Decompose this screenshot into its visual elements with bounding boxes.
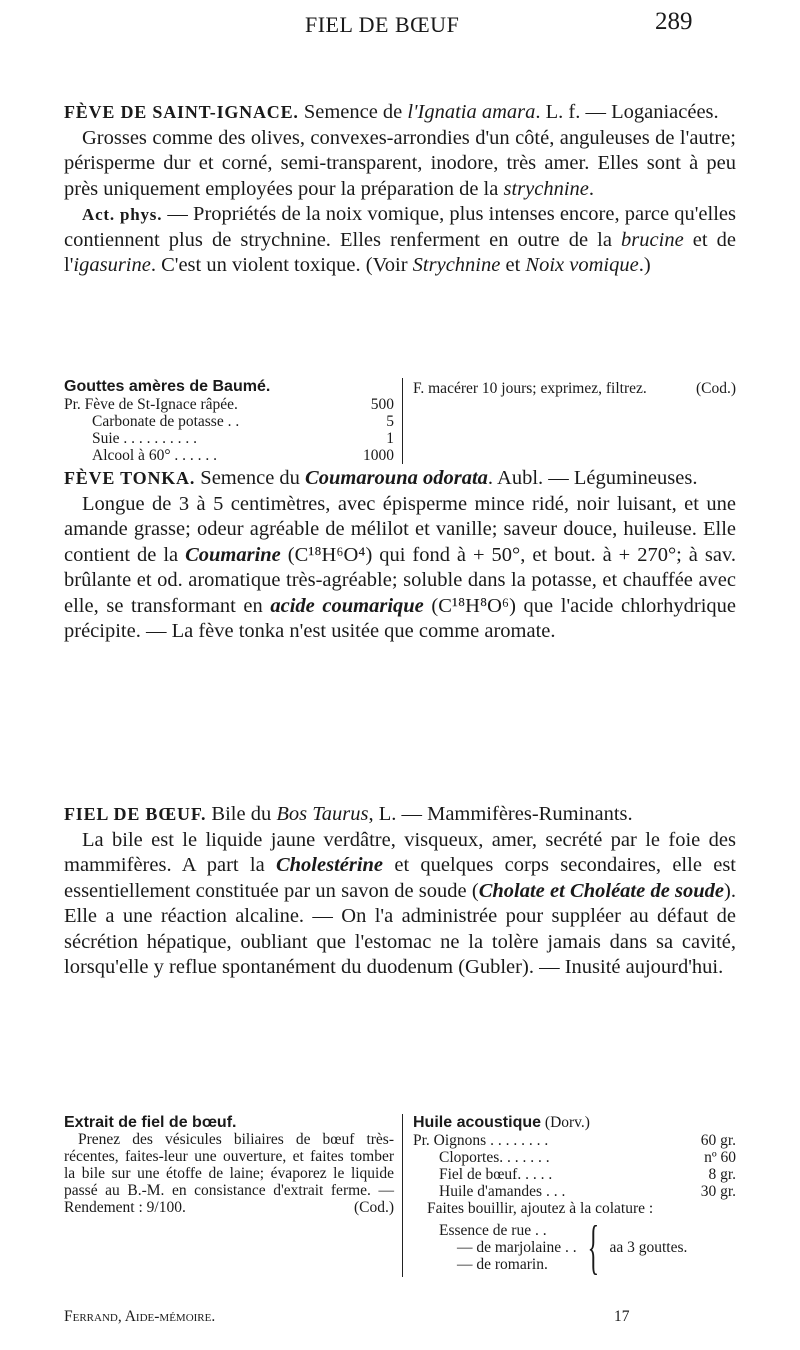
running-title: FIEL DE BŒUF xyxy=(305,12,460,37)
latin-name: Coumarouna odorata xyxy=(305,467,488,489)
text: . xyxy=(588,177,594,200)
entry-title: FÈVE DE SAINT-IGNACE. xyxy=(64,102,299,122)
brace-symbol: { xyxy=(587,1214,599,1280)
description: Grosses comme des olives, convexes-arrondies d'un côté, anguleuses de l'autre; périsperme dur et corné, semi-transparent, inodore, très amer. Elles sont à peu près uniquement employées pour la préparation de la xyxy=(64,126,736,200)
page-footer xyxy=(64,1308,736,1328)
text: ). Elle a une réaction alcaline. — On l'a administrée pour suppléer au défaut de sécrétion hépatique, oubliant que l'estomac ne la tolère jamais dans sa cavité, lorsqu'elle y reflue spontanément du duodenum (Gubler). — Inusité aujourd'hui. xyxy=(64,879,736,978)
footer-book-title: Ferrand, Aide-mémoire. xyxy=(64,1308,216,1325)
ingredient-label: Fiel de bœuf. . . . . xyxy=(439,1166,553,1183)
essences-list xyxy=(439,1222,577,1273)
entry-feve-saint-ignace xyxy=(64,100,736,279)
text: . Aubl. — Légumineuses. xyxy=(487,467,698,489)
source-ref: (Dorv.) xyxy=(541,1114,590,1131)
boil-instruction: Faites bouillir, ajoutez à la colature : xyxy=(427,1200,654,1217)
essences-block xyxy=(413,1214,736,1280)
text: Semence de xyxy=(298,101,408,123)
term: acide coumarique xyxy=(270,594,424,617)
recipe-extrait xyxy=(64,1114,394,1277)
recipe-huile xyxy=(402,1114,736,1280)
text: Bile du xyxy=(206,803,277,825)
recipe-instructions xyxy=(402,378,736,464)
recipe-title: Huile acoustique xyxy=(413,1114,542,1131)
footer-signature: 17 xyxy=(614,1308,630,1325)
page-number: 289 xyxy=(655,8,693,35)
recipe-gouttes-ameres xyxy=(64,378,736,464)
description: Longue de 3 à 5 centimètres, avec épisperme mince ridé, noir luisant, et une amande grasse; odeur agréable de mélilot et vanille; saveur douce, huileuse. Elle contient de la xyxy=(64,492,736,566)
ingredient-label: Carbonate de potasse . . xyxy=(92,413,240,430)
ingredient-row xyxy=(413,1149,736,1166)
ingredient-row xyxy=(413,1132,736,1149)
ingredient-label: Pr. Oignons . . . . . . . . xyxy=(413,1132,549,1149)
text: (C¹⁸H⁶O⁴) qui fond à + 50°, et bout. à + 270°; à sav. brûlante et od. aromatique très-agréable; soluble dans la potasse, et chauffée avec elle, se transformant en xyxy=(64,543,736,617)
entry-title: FIEL DE BŒUF. xyxy=(64,804,207,824)
essence-item: Essence de rue . . xyxy=(439,1221,547,1239)
section-label: Act. phys. xyxy=(82,205,163,224)
term: brucine xyxy=(621,228,684,251)
ingredient-label: Huile d'amandes . . . xyxy=(439,1183,566,1200)
essence-item: — de marjolaine . . xyxy=(457,1238,577,1256)
text: — Propriétés de la noix vomique, plus intenses encore, parce qu'elles contiennent plus de strychnine. Elles renferment en outre de la xyxy=(64,203,736,251)
ingredient-qty: 1000 xyxy=(363,447,394,464)
recipe-ingredients xyxy=(64,378,394,464)
text: Semence du xyxy=(195,467,306,489)
instructions-text: F. macérer 10 jours; exprimez, filtrez. xyxy=(413,380,647,397)
essence-item: — de romarin. xyxy=(457,1255,548,1273)
latin-name: l'Ignatia amara xyxy=(407,101,536,123)
ingredient-row xyxy=(64,430,394,447)
page-header xyxy=(0,8,800,48)
recipe-title: Extrait de fiel de bœuf. xyxy=(64,1114,237,1131)
ingredient-row xyxy=(64,396,394,413)
essence-dose: aa 3 gouttes. xyxy=(609,1238,688,1256)
ingredient-row xyxy=(64,413,394,430)
term: Coumarine xyxy=(185,543,281,566)
ingredient-row xyxy=(413,1166,736,1183)
ingredient-qty: nº 60 xyxy=(704,1149,736,1166)
recipes-bottom xyxy=(64,1114,736,1280)
text: . C'est un violent toxique. (Voir xyxy=(150,254,413,276)
ingredient-qty: 1 xyxy=(386,430,394,447)
entry-feve-tonka xyxy=(64,466,736,645)
ingredient-qty: 60 gr. xyxy=(700,1132,736,1149)
entry-title: FÈVE TONKA. xyxy=(64,468,196,488)
ingredient-qty: 5 xyxy=(386,413,394,430)
instructions-text: Prenez des vésicules biliaires de bœuf très-récentes, faites-leur une ouverture, et faites tomber la bile sur une étoffe de laine; évaporez le liquide passé au B.-M. en consistance d'extrait ferme. — Rendement : 9/100. xyxy=(64,1131,394,1216)
ingredient-row xyxy=(413,1183,736,1200)
ingredient-label: Pr. Fève de St-Ignace râpée. xyxy=(64,396,238,413)
term: Cholestérine xyxy=(275,854,384,876)
description: La bile est le liquide jaune verdâtre, visqueux, amer, secrété par le foie des mammifères. A part la xyxy=(64,828,736,876)
term: Cholate et Choléate de soude xyxy=(478,879,725,902)
text: (C¹⁸H⁸O⁶) que l'acide chlorhydrique précipite. — La fève tonka n'est usitée que comme aromate. xyxy=(64,594,736,642)
ingredient-row xyxy=(64,447,394,464)
ingredient-qty: 30 gr. xyxy=(700,1183,736,1200)
text: , L. — Mammifères-Ruminants. xyxy=(368,803,633,825)
ingredient-qty: 8 gr. xyxy=(708,1166,736,1183)
text: et xyxy=(500,254,526,276)
ingredient-label: Alcool à 60° . . . . . . xyxy=(92,447,218,464)
latin-name: Bos Taurus xyxy=(276,803,369,825)
term: strychnine xyxy=(503,177,589,200)
source-ref: (Cod.) xyxy=(353,1199,394,1216)
recipe-text xyxy=(64,1131,394,1216)
ingredient-qty: 500 xyxy=(370,396,394,413)
ingredient-label: Cloportes. . . . . . . xyxy=(439,1149,550,1166)
entry-fiel-de-boeuf xyxy=(64,802,736,981)
text: . L. f. — Loganiacées. xyxy=(535,101,719,123)
text: et quelques corps secondaires, elle est essentiellement constituée par un savon de soude ( xyxy=(64,854,736,902)
text: .) xyxy=(638,254,651,276)
source-ref: (Cod.) xyxy=(695,380,736,397)
ingredient-label: Suie . . . . . . . . . . xyxy=(92,430,198,447)
recipe-title: Gouttes amères de Baumé. xyxy=(64,378,271,395)
term: igasurine xyxy=(73,254,151,276)
cross-reference: Noix vomique xyxy=(525,254,639,276)
cross-reference: Strychnine xyxy=(412,254,501,276)
text: et de l' xyxy=(64,228,736,276)
